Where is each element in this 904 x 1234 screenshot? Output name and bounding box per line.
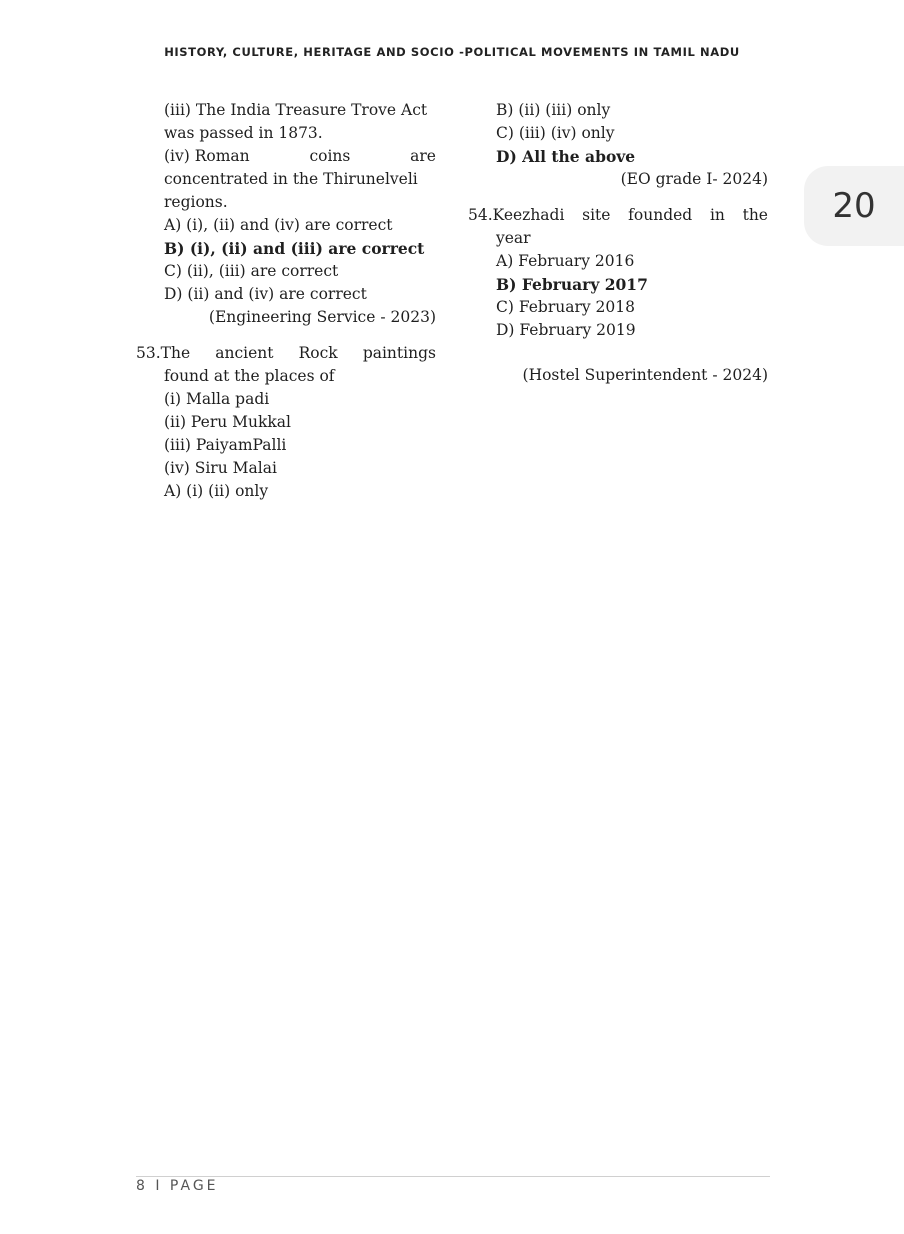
question-54-line1 bbox=[468, 204, 768, 227]
question-54-source: (Hostel Superintendent - 2024) bbox=[522, 366, 768, 384]
left-column bbox=[136, 99, 436, 503]
question-54-option-c: C) February 2018 bbox=[496, 298, 636, 316]
statement-iv-line3: regions. bbox=[164, 193, 228, 211]
footer-divider bbox=[136, 1176, 770, 1177]
question-53-option-c: C) (iii) (iv) only bbox=[496, 124, 615, 142]
question-53-source: (EO grade I- 2024) bbox=[620, 170, 768, 188]
exam-source: (Engineering Service - 2023) bbox=[208, 308, 436, 326]
question-53-item: (iii) PaiyamPalli bbox=[164, 436, 287, 454]
question-54-option-b-answer: B) February 2017 bbox=[496, 275, 648, 294]
question-53-word: 53.The bbox=[136, 344, 191, 362]
question-53-item: (iv) Siru Malai bbox=[164, 459, 277, 477]
footer-page-label: 8 I PAGE bbox=[136, 1178, 219, 1194]
question-54-word: 54.Keezhadi bbox=[468, 206, 565, 224]
question-53-option-a: A) (i) (ii) only bbox=[164, 482, 269, 500]
question-53-word: paintings bbox=[362, 344, 436, 362]
option-a: A) (i), (ii) and (iv) are correct bbox=[164, 216, 393, 234]
question-54-line2: year bbox=[496, 229, 531, 247]
option-c: C) (ii), (iii) are correct bbox=[164, 262, 339, 280]
statement-iv-word: (iv) Roman bbox=[164, 147, 250, 165]
question-53-line1 bbox=[136, 342, 436, 365]
question-53-item: (ii) Peru Mukkal bbox=[164, 413, 291, 431]
statement-iv-line1 bbox=[136, 145, 436, 168]
question-54-option-a: A) February 2016 bbox=[496, 252, 635, 270]
statement-iv-line2: concentrated in the Thirunelveli bbox=[164, 170, 418, 188]
right-column bbox=[468, 99, 768, 387]
question-54-word: in bbox=[709, 206, 725, 224]
question-53-line2: found at the places of bbox=[164, 367, 335, 385]
statement-iv-word: coins bbox=[309, 147, 351, 165]
question-54-word: the bbox=[742, 206, 768, 224]
question-53-item: (i) Malla padi bbox=[164, 390, 270, 408]
question-54-word: founded bbox=[628, 206, 693, 224]
question-53-word: Rock bbox=[298, 344, 338, 362]
question-54-option-d: D) February 2019 bbox=[496, 321, 636, 339]
statement-iii-line2: was passed in 1873. bbox=[164, 124, 323, 142]
page-number-tab: 20 bbox=[804, 166, 904, 246]
option-d: D) (ii) and (iv) are correct bbox=[164, 285, 367, 303]
option-b-answer: B) (i), (ii) and (iii) are correct bbox=[164, 239, 425, 258]
statement-iv-word: are bbox=[410, 147, 436, 165]
question-53-word: ancient bbox=[215, 344, 274, 362]
question-53-option-d-answer: D) All the above bbox=[496, 147, 636, 166]
statement-iii-line1: (iii) The India Treasure Trove Act bbox=[164, 101, 428, 119]
question-54-word: site bbox=[582, 206, 611, 224]
question-53-option-b: B) (ii) (iii) only bbox=[496, 101, 611, 119]
page-header-title: HISTORY, CULTURE, HERITAGE AND SOCIO -POLITICAL MOVEMENTS IN TAMIL NADU bbox=[164, 45, 740, 59]
